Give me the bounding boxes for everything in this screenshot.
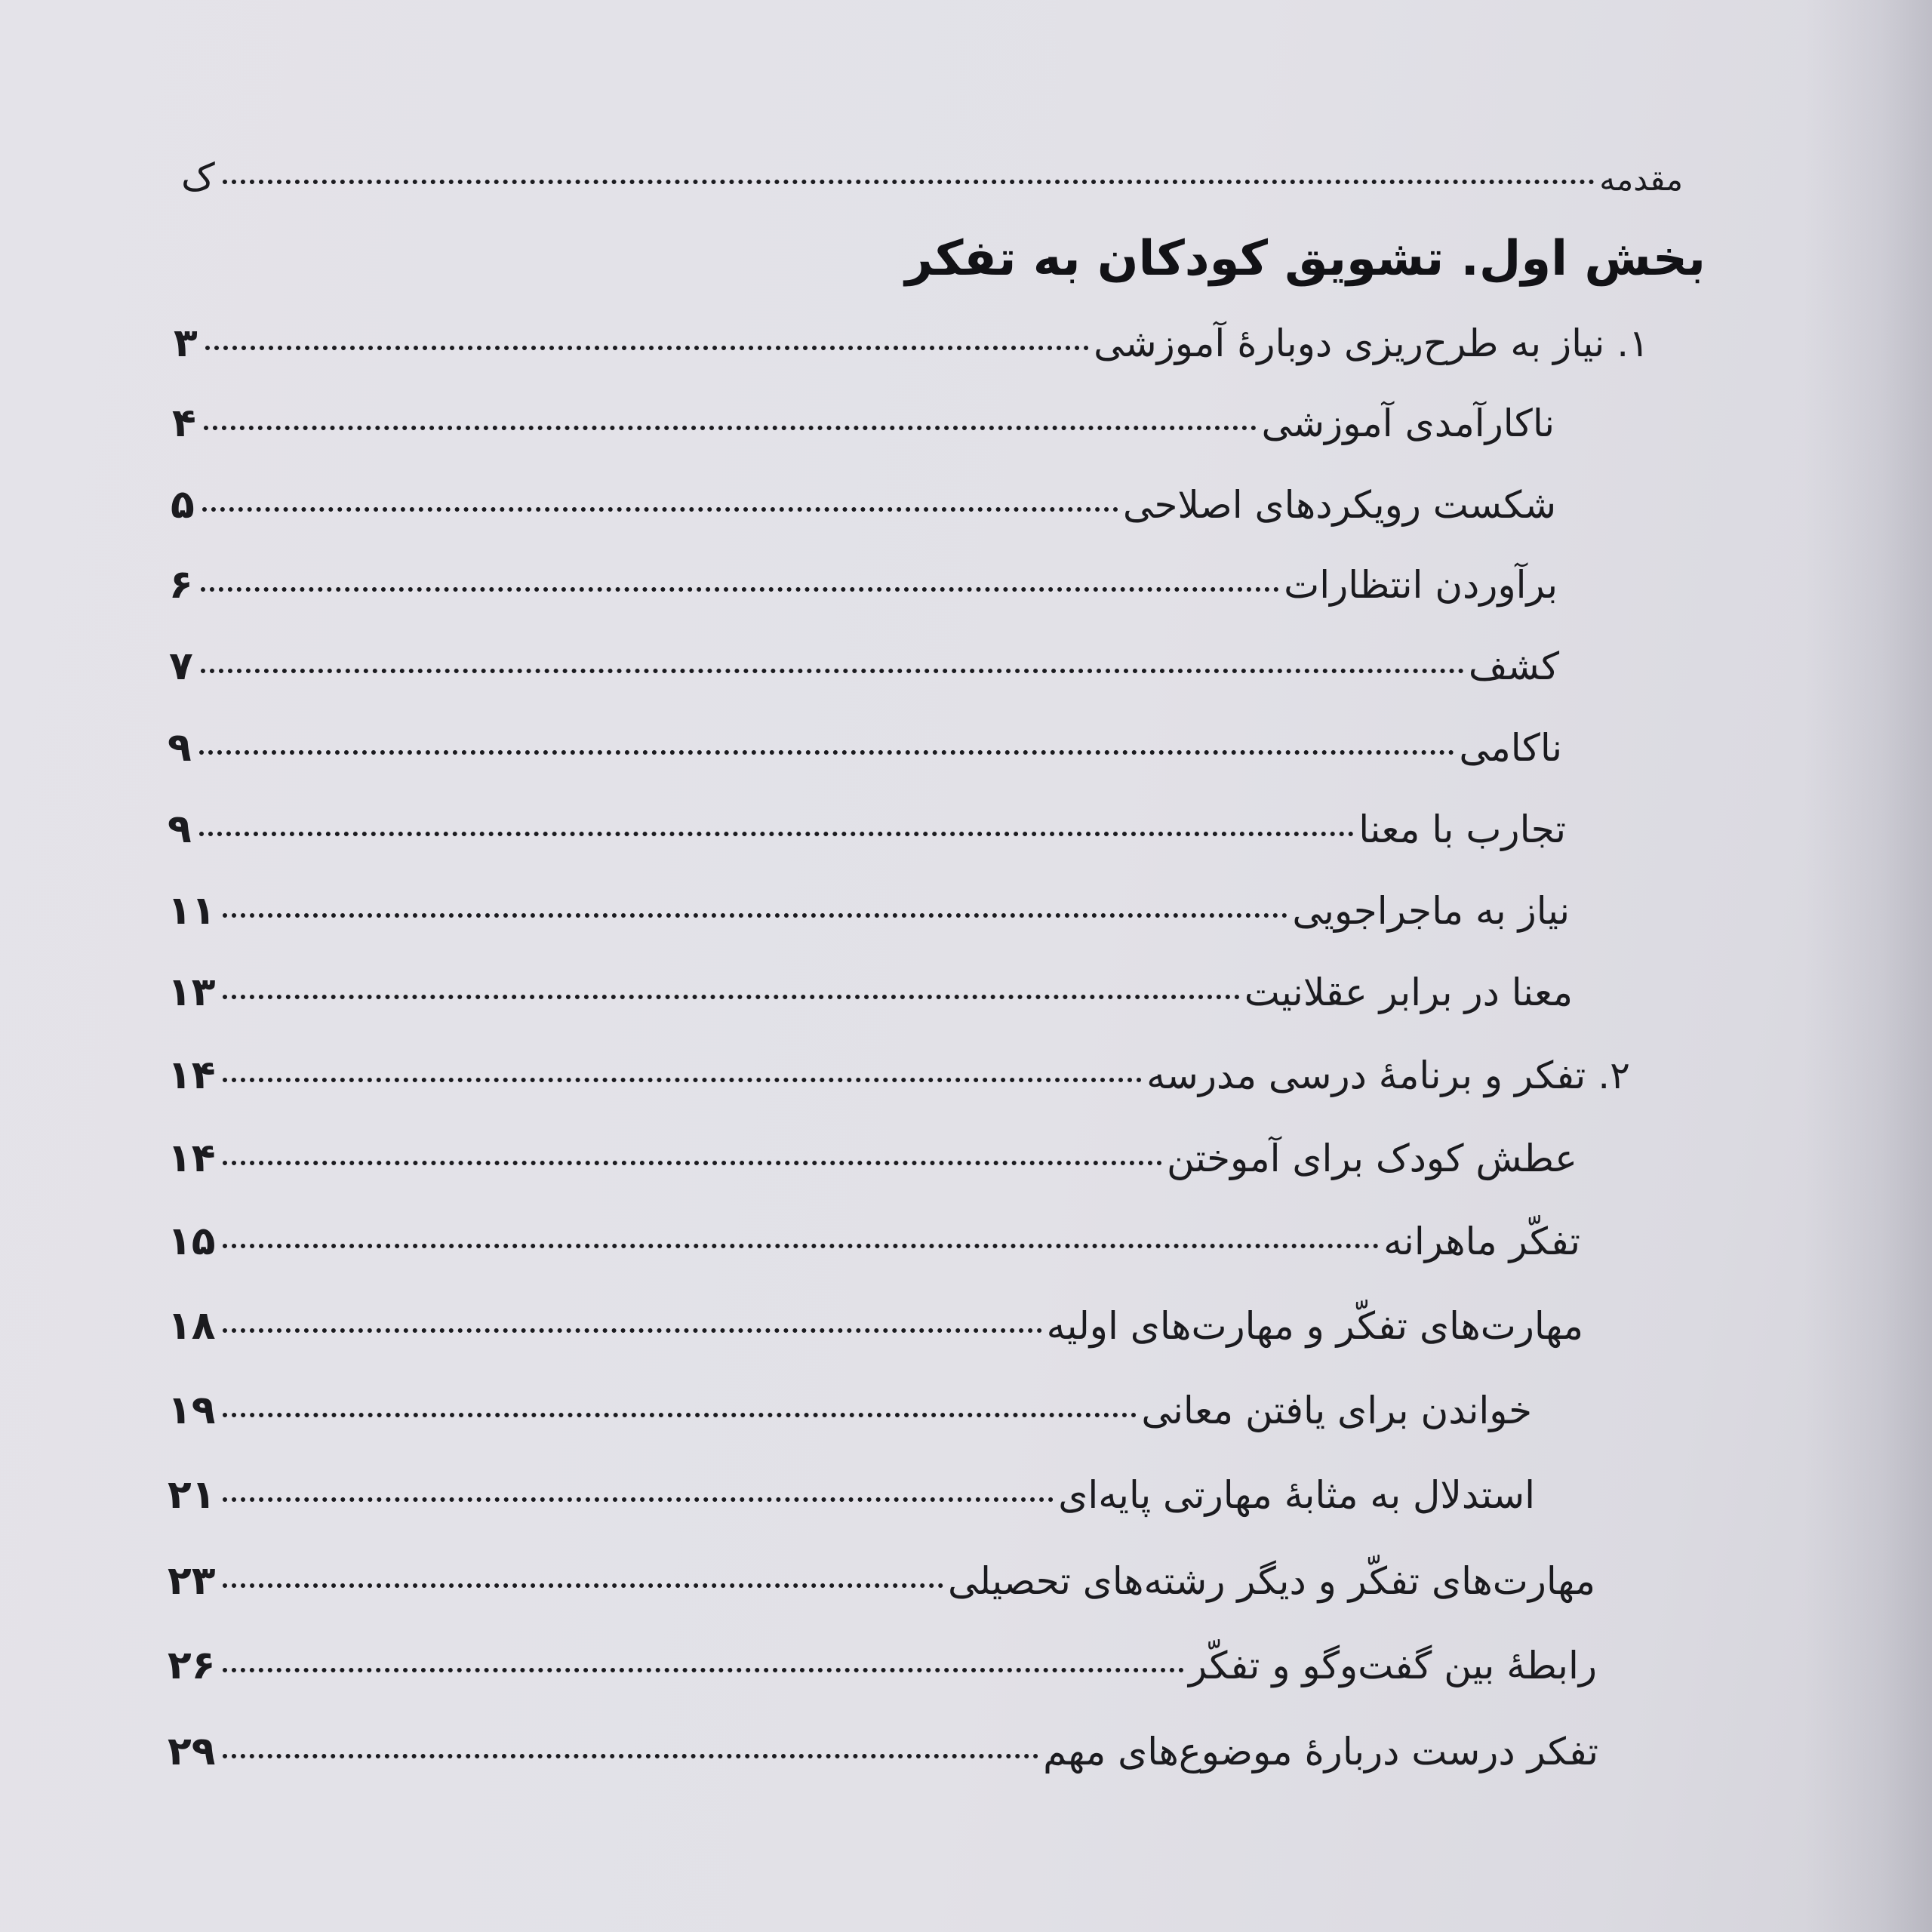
toc-entry-title: عطش کودک برای آموختن xyxy=(1166,1137,1577,1180)
part-heading: بخش اول. تشویق کودکان به تفکر xyxy=(905,231,1706,287)
toc-entry-page: ۲۱ xyxy=(168,1472,216,1518)
dot-leader xyxy=(223,1668,1184,1672)
toc-entry-title: تجارب با معنا xyxy=(1358,808,1566,851)
toc-entry xyxy=(168,884,1570,937)
toc-entry-page: ۱۴ xyxy=(168,1136,216,1181)
toc-entry-title: رابطهٔ بین گفت‌وگو و تفکّر xyxy=(1189,1644,1597,1687)
toc-entry xyxy=(171,478,1556,531)
toc-entry xyxy=(168,1215,1580,1268)
dot-leader xyxy=(223,1583,943,1588)
toc-entry-page: ۲۶ xyxy=(168,1643,216,1688)
toc-entry-page: ۹ xyxy=(168,725,192,771)
toc-entry-title: معنا در برابر عقلانیت xyxy=(1244,971,1573,1014)
toc-entry xyxy=(172,397,1555,450)
toc-entry-title: ۱. نیاز به طرح‌ریزی دوبارهٔ آموزشی xyxy=(1094,321,1649,365)
toc-entry-title: برآوردن انتظارات xyxy=(1284,563,1558,607)
toc-entry-title: تفکّر ماهرانه xyxy=(1383,1220,1580,1263)
toc-entry-title: مهارت‌های تفکّر و مهارت‌های اولیه xyxy=(1046,1304,1583,1348)
dot-leader xyxy=(202,507,1118,512)
toc-entry-page: ۶ xyxy=(169,562,193,608)
toc-entry xyxy=(168,1639,1597,1692)
toc-entry-title: ناکامی xyxy=(1459,726,1562,770)
dot-leader xyxy=(223,1078,1142,1082)
dot-leader xyxy=(223,913,1287,918)
toc-entry xyxy=(168,1555,1595,1607)
toc-entry-page: ۲۳ xyxy=(168,1558,216,1604)
dot-leader xyxy=(223,1244,1379,1248)
toc-entry-page: ۱۸ xyxy=(168,1303,216,1349)
toc-entry xyxy=(168,1049,1630,1102)
dot-leader xyxy=(199,750,1455,755)
toc-entry-page: ۱۴ xyxy=(168,1053,216,1098)
toc-entry xyxy=(169,640,1559,693)
toc-entry xyxy=(168,721,1562,774)
dot-leader xyxy=(201,587,1279,592)
dot-leader xyxy=(223,180,1595,184)
dot-leader xyxy=(201,669,1464,673)
toc-entry-title: ناکارآمدی آموزشی xyxy=(1261,401,1555,445)
toc-entry-title: تفکر درست دربارهٔ موضوع‌های مهم xyxy=(1043,1730,1598,1774)
dot-leader xyxy=(205,346,1089,350)
toc-entry xyxy=(168,1725,1598,1778)
toc-entry-title: استدلال به مثابهٔ مهارتی پایه‌ای xyxy=(1058,1473,1535,1517)
toc-entry-page: ۵ xyxy=(171,482,195,528)
dot-leader xyxy=(223,1161,1161,1165)
toc-entry-page: ک xyxy=(181,155,215,199)
toc-entry-title: کشف xyxy=(1468,645,1559,688)
dot-leader xyxy=(223,1413,1137,1417)
toc-entry xyxy=(168,1384,1532,1437)
toc-entry-page: ۳ xyxy=(174,321,198,366)
toc-entry xyxy=(168,1469,1535,1521)
toc-entry xyxy=(168,1132,1577,1185)
toc-entry-page: ۱۹ xyxy=(168,1388,216,1433)
page-edge-shadow xyxy=(1804,0,1932,1932)
toc-entry-title: ۲. تفکر و برنامهٔ درسی مدرسه xyxy=(1146,1054,1630,1097)
toc-entry xyxy=(168,1300,1583,1352)
toc-entry xyxy=(168,803,1566,856)
toc-entry-title: شکست رویکردهای اصلاحی xyxy=(1122,483,1556,527)
toc-entry-title: نیاز به ماجراجویی xyxy=(1292,889,1570,933)
dot-leader xyxy=(223,995,1239,999)
toc-entry xyxy=(168,966,1573,1019)
dot-leader xyxy=(223,1328,1041,1333)
dot-leader xyxy=(223,1497,1054,1502)
toc-entry-page: ۱۵ xyxy=(168,1219,216,1264)
toc-entry xyxy=(174,317,1649,370)
dot-leader xyxy=(204,426,1257,430)
toc-entry xyxy=(169,558,1558,611)
toc-entry-title: خواندن برای یافتن معانی xyxy=(1141,1389,1532,1432)
toc-entry-introduction xyxy=(181,151,1683,206)
toc-entry-page: ۴ xyxy=(172,401,196,446)
toc-entry-page: ۷ xyxy=(169,644,193,689)
toc-entry-page: ۲۹ xyxy=(168,1729,216,1774)
toc-entry-title: مقدمه xyxy=(1599,161,1683,198)
dot-leader xyxy=(199,832,1354,836)
toc-entry-page: ۹ xyxy=(168,807,192,852)
toc-entry-page: ۱۱ xyxy=(168,888,216,934)
dot-leader xyxy=(223,1754,1038,1758)
toc-entry-page: ۱۳ xyxy=(168,970,216,1015)
toc-entry-title: مهارت‌های تفکّر و دیگر رشته‌های تحصیلی xyxy=(948,1559,1595,1603)
